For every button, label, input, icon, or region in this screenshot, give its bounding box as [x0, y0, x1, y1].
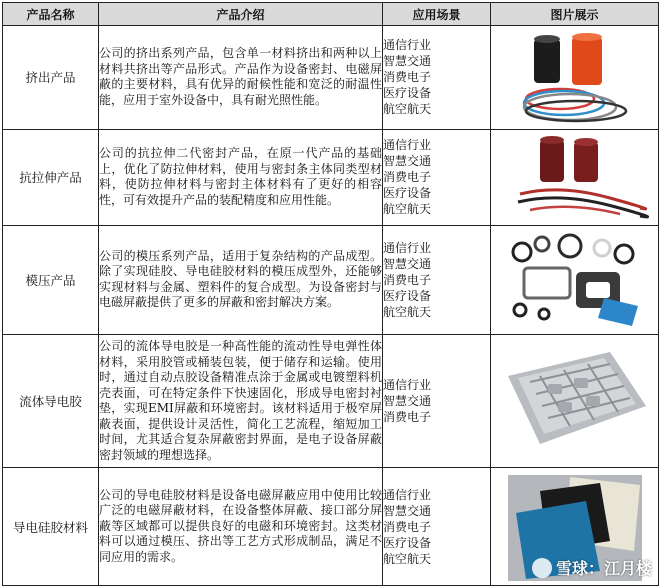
- table-row: [3, 129, 659, 225]
- app-item: 航空航天: [383, 551, 432, 566]
- product-name: 模压产品: [3, 226, 99, 335]
- snowball-logo-icon: [532, 558, 552, 578]
- product-image-cell: [491, 26, 659, 130]
- product-apps: [383, 226, 491, 335]
- app-item: 消费电子: [383, 70, 432, 85]
- molded-parts-image: [500, 230, 650, 330]
- conductive-adhesive-image: [500, 346, 650, 456]
- watermark: [532, 556, 652, 579]
- app-item: 通信行业: [383, 240, 432, 255]
- app-item: 消费电子: [383, 170, 432, 185]
- app-item: 智慧交通: [383, 503, 432, 518]
- product-name: 流体导电胶: [3, 334, 99, 468]
- app-item: 智慧交通: [383, 394, 432, 409]
- app-item: 医疗设备: [383, 535, 432, 550]
- app-item: 智慧交通: [383, 256, 432, 271]
- product-image-cell: [491, 129, 659, 225]
- product-apps: [383, 26, 491, 130]
- app-item: 医疗设备: [383, 288, 432, 303]
- header-image: 图片展示: [491, 3, 659, 26]
- app-item: 医疗设备: [383, 186, 432, 201]
- product-image-cell: [491, 468, 659, 586]
- header-row: [3, 3, 659, 26]
- product-name: 挤出产品: [3, 26, 99, 130]
- app-item: 航空航天: [383, 202, 432, 217]
- header-apps: 应用场景: [383, 3, 491, 26]
- app-item: 消费电子: [383, 410, 432, 425]
- product-table: [2, 2, 659, 586]
- header-name: 产品名称: [3, 3, 99, 26]
- app-item: 通信行业: [383, 38, 432, 53]
- app-item: 航空航天: [383, 102, 432, 117]
- tensile-spools-image: [500, 132, 650, 222]
- product-intro: 公司的流体导电胶是一种高性能的流动性导电弹性体材料，采用胶管或桶装包装，便于储存和运输。使用时，通过自动点胶设备精准点涂于金属或电镀塑料机壳表面，可在特定条件下快速固化，形成导电密封衬垫，实现EMI屏蔽和环境密封。该材料适用于极窄屏蔽表面，提供设计灵活性，简化工艺流程，缩短加工时间，尤其适合复杂屏蔽密封界面，是电子设备屏蔽密封领域的理想选择。: [99, 334, 383, 468]
- app-item: 通信行业: [383, 138, 432, 153]
- product-intro: 公司的抗拉伸二代密封产品，在原一代产品的基础上，优化了防拉伸材料，使用与密封条主体同类型材料，使防拉伸材料与密封主体材料有了更好的相容性，可有效提升产品的装配精度和应用性能。: [99, 129, 383, 225]
- product-apps: [383, 334, 491, 468]
- product-intro: 公司的模压系列产品，适用于复杂结构的产品成型。除了实现硅胶、导电硅胶材料的模压成型外，还能够实现材料与金属、塑料件的复合成型。为设备密封与电磁屏蔽提供了更多的屏蔽和密封解决方案。: [99, 226, 383, 335]
- product-image-cell: [491, 226, 659, 335]
- app-item: 消费电子: [383, 519, 432, 534]
- app-item: 消费电子: [383, 272, 432, 287]
- table-row: [3, 468, 659, 586]
- header-intro: 产品介绍: [99, 3, 383, 26]
- table-row: [3, 334, 659, 468]
- watermark-text: 雪球：江月楼: [555, 559, 652, 578]
- product-apps: [383, 129, 491, 225]
- product-name: 导电硅胶材料: [3, 468, 99, 586]
- table-row: [3, 26, 659, 130]
- product-name: 抗拉伸产品: [3, 129, 99, 225]
- extruded-spools-image: [500, 29, 650, 125]
- table-row: [3, 226, 659, 335]
- product-intro: 公司的导电硅胶材料是设备电磁屏蔽应用中使用比较广泛的电磁屏蔽材料，在设备整体屏蔽、接口部分屏蔽等区域都可以提供良好的电磁和环境密封。这类材料可以通过模压、挤出等工艺方式形成制品，满足不同应用的需求。: [99, 468, 383, 586]
- app-item: 通信行业: [383, 378, 432, 393]
- product-apps: [383, 468, 491, 586]
- product-image-cell: [491, 334, 659, 468]
- app-item: 医疗设备: [383, 86, 432, 101]
- app-item: 智慧交通: [383, 54, 432, 69]
- app-item: 通信行业: [383, 487, 432, 502]
- product-intro: 公司的挤出系列产品，包含单一材料挤出和两种以上材料共挤出等产品形式。产品作为设备密封、电磁屏蔽的主要材料，具有优异的耐候性能和宽泛的耐温性能，应用于室外设备中，具有耐光照性能。: [99, 26, 383, 130]
- app-item: 航空航天: [383, 304, 432, 319]
- app-item: 智慧交通: [383, 154, 432, 169]
